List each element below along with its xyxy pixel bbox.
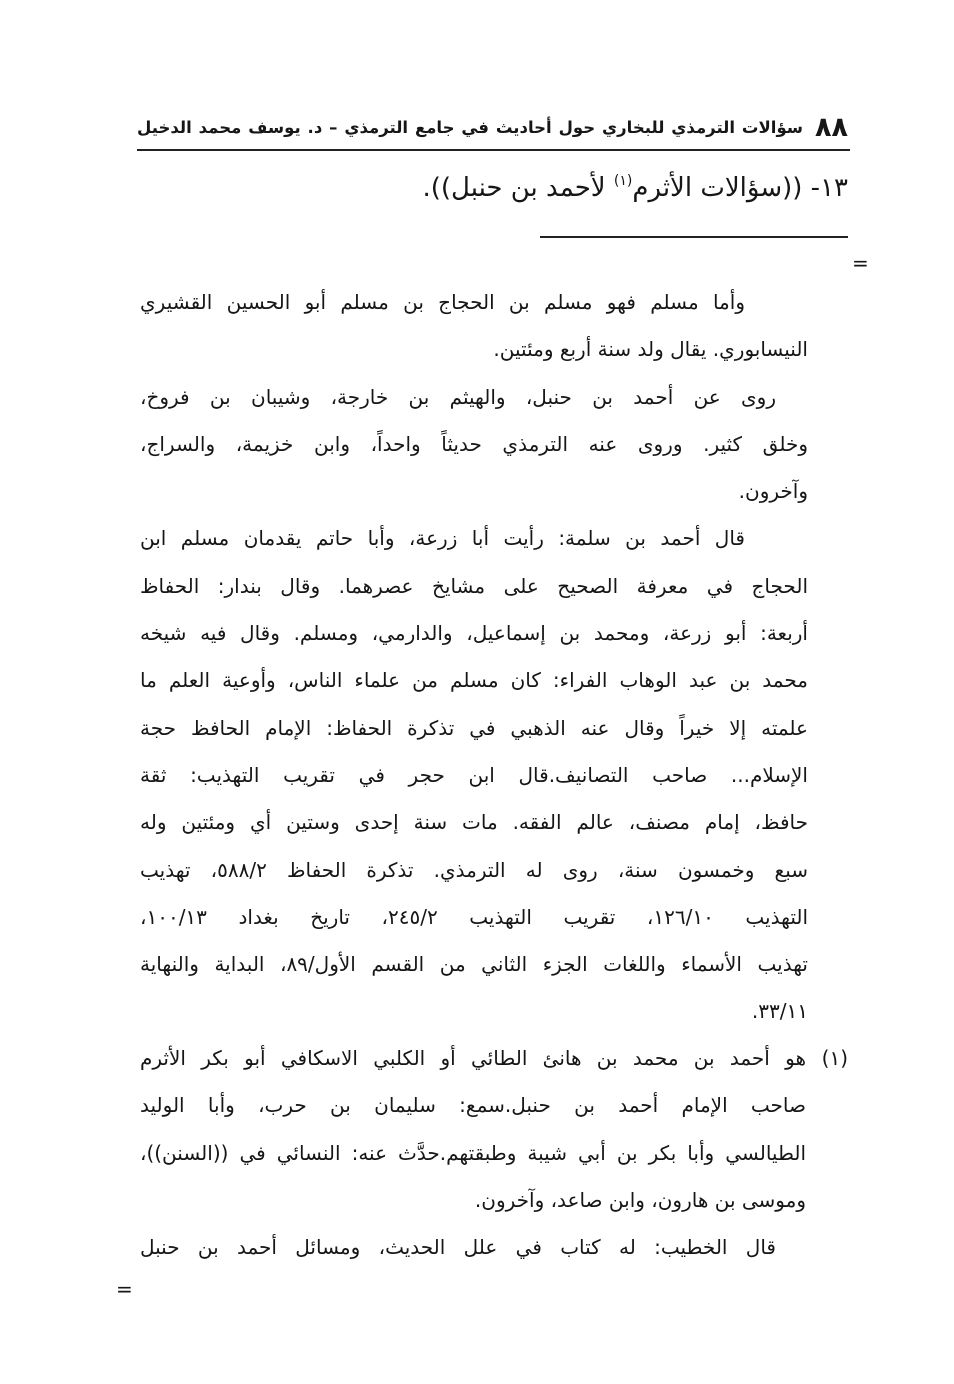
running-head [137,110,848,146]
footnote-line: وموسى بن هارون، وابن صاعد، وآخرون. [474,1187,806,1212]
footnote-line: قال الخطيب: له كتاب في علل الحديث، ومسائل أحمد بن حنبل [140,1235,776,1260]
footnotes [140,1035,848,1271]
running-title: سؤالات الترمذي للبخاري حول أحاديث في جامع الترمذي – د. يوسف محمد الدخيل [137,118,804,137]
continuation-mark-top: = [852,251,869,275]
body-line: روى عن أحمد بن حنبل، والهيثم بن خارجة، وشيبان بن فروخ، [140,384,776,409]
body-line: علمته إلا خيراً وقال عنه الذهبي في تذكرة الحفاظ: الإمام الحافظ حجة [140,715,808,740]
body-paragraph [140,279,808,374]
footnote-continued-paragraph [140,1224,806,1271]
heading-title-end: لأحمد بن حنبل)). [422,173,614,203]
header-rule [137,149,850,151]
footnote-ref: (١) [613,173,633,189]
body-line: الحجاج في معرفة الصحيح على مشايخ عصرهما. وقال بندار: الحفاظ [140,573,808,598]
body-line: وأما مسلم فهو مسلم بن الحجاج بن مسلم أبو الحسين القشيري [140,290,745,314]
body-line: وآخرون. [738,479,808,504]
page-number: ٨٨ [815,112,848,143]
body-line: وخلق كثير. وروى عنه الترمذي حديثاً واحداً، وابن خزيمة، والسراج، [140,431,808,456]
section-heading [140,165,848,211]
footnote-line: الطيالسي وأبا بكر بن أبي شيبة وطبقتهم.حدَّث عنه: النسائي في ((السنن))، [140,1140,806,1165]
body-line: ٣٣/١١. [751,999,808,1024]
body-paragraph [140,515,808,1035]
body-line: النيسابوري. يقال ولد سنة أربع ومئتين. [493,337,808,362]
body-line: أربعة: أبو زرعة، ومحمد بن إسماعيل، والدارمي، ومسلم. وقال فيه شيخه [140,621,808,646]
body-line: الإسلام... صاحب التصانيف.قال ابن حجر في تقريب التهذيب: ثقة [140,762,808,787]
body-line: تهذيب الأسماء واللغات الجزء الثاني من القسم الأول/٨٩، البداية والنهاية [140,952,808,977]
footnote-marker: (١) [821,1046,848,1070]
heading-title: ((سؤالات الأثرم [632,173,803,203]
body-line: محمد بن عبد الوهاب الفراء: كان مسلم من علماء الناس، وأوعية العلم ما [140,668,808,693]
body-paragraph [140,374,808,516]
footnote-item [140,1035,848,1224]
footnote-separator [540,236,848,238]
heading-number: ١٣- [810,173,848,203]
body-line: حافظ، إمام مصنف، عالم الفقه. مات سنة إحدى وستين أي ومئتين وله [140,810,808,835]
body-line: سبع وخمسون سنة، روى له الترمذي. تذكرة الحفاظ ٥٨٨/٢، تهذيب [140,857,808,882]
body-text [140,279,808,1036]
body-line: قال أحمد بن سلمة: رأيت أبا زرعة، وأبا حاتم يقدمان مسلم ابن [140,526,745,551]
body-line: التهذيب ١٢٦/١٠، تقريب التهذيب ٢٤٥/٢، تاريخ بغداد ١٠٠/١٣، [140,904,809,929]
footnote-line: هو أحمد بن محمد بن هانئ الطائي أو الكلبي الاسكافي أبو بكر الأثرم [140,1046,806,1070]
continuation-mark-bottom: = [116,1277,133,1301]
footnote-line: صاحب الإمام أحمد بن حنبل.سمع: سليمان بن حرب، وأبا الوليد [140,1093,806,1118]
